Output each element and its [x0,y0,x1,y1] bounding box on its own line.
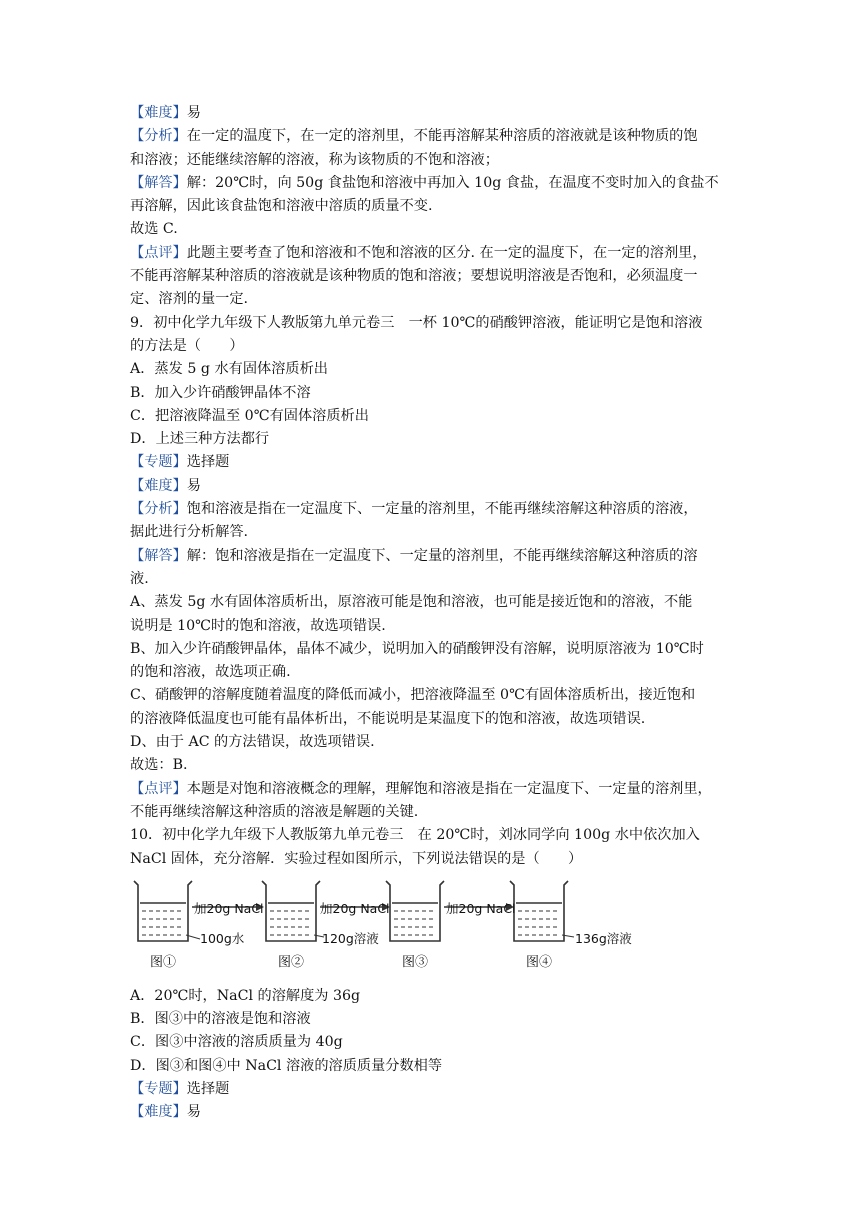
line-text: C．把溶液降温至 0℃有固体溶质析出 [130,407,369,424]
text-line [130,498,730,521]
line-text: 10．初中化学九年级下人教版第九单元卷三 在 20℃时，刘冰同学向 100g 水中依次加入 [130,827,700,844]
beaker-3-icon [386,881,444,941]
text-line [130,405,730,428]
line-text: D．上述三种方法都行 [130,431,270,448]
line-text: D、由于 AC 的方法错误，故选项错误. [130,734,375,751]
text-line [130,591,730,614]
line-text: 再溶解，因此该食盐饱和溶液中溶质的质量不变. [130,198,433,215]
figure-4-label: 图④ [526,954,553,970]
line-text: 此题主要考查了饱和溶液和不饱和溶液的区分. 在一定的温度下，在一定的溶剂里， [186,244,707,261]
line-text: 说明是 10℃时的饱和溶液，故选项错误. [130,617,386,634]
line-text: 易 [186,1104,201,1121]
line-text: 的方法是（ ） [130,337,244,354]
line-text: A．20℃时，NaCl 的溶解度为 36g [130,987,361,1004]
text-line [130,358,730,381]
beaker-1-mass: 100g水 [200,930,245,946]
line-text: B、加入少许硝酸钾晶体，晶体不减少，说明加入的硝酸钾没有溶解，说明原溶液为 10℃时 [130,640,704,657]
beaker-4-icon [510,881,568,941]
line-text: NaCl 固体，充分溶解．实验过程如图所示，下列说法错误的是（ ） [130,850,583,867]
text-line [130,451,730,474]
text-line [130,102,730,125]
section-tag: 【专题】 [130,1080,187,1097]
text-line [130,475,730,498]
arrow-3-label: 加20g NaCl [446,900,516,916]
line-text: 的溶液降低温度也可能有晶体析出，不能说明是某温度下的饱和溶液，故选项错误. [130,710,646,727]
text-line [130,335,730,358]
text-line [130,1101,730,1124]
figure-1-label: 图① [150,954,177,970]
section-tag: 【难度】 [130,105,187,121]
line-text: 解：饱和溶液是指在一定温度下、一定量的溶剂里，不能再继续溶解这种溶质的溶 [186,547,698,564]
line-text: 故选：B. [130,757,188,774]
section-tag: 【难度】 [130,477,187,494]
line-text: 易 [186,105,201,121]
text-line [130,615,730,638]
document-page [130,102,730,1125]
section-tag: 【点评】 [130,244,187,261]
line-text: 易 [186,477,201,494]
text-line [130,1031,730,1054]
arrow-1-label: 加20g NaCl [194,900,264,916]
line-text: B．加入少许硝酸钾晶体不溶 [130,384,311,401]
line-text: 和溶液；还能继续溶解的溶液，称为该物质的不饱和溶液； [130,151,499,168]
text-line [130,288,730,311]
text-line [130,428,730,451]
line-text: 9．初中化学九年级下人教版第九单元卷三 一杯 10℃的硝酸钾溶液，能证明它是饱和溶液 [130,314,703,331]
line-text: A、蒸发 5g 水有固体溶质析出，原溶液可能是饱和溶液，也可能是接近饱和的溶液，不能 [130,594,693,611]
beaker-4-mass: 136g溶液 [575,930,632,946]
line-text: 选择题 [186,454,230,471]
text-line [130,708,730,731]
text-line [130,149,730,172]
text-block-main [130,102,730,871]
text-line [130,545,730,568]
text-block-options [130,985,730,1125]
section-tag: 【分析】 [130,501,187,518]
text-line [130,568,730,591]
figure-3-label: 图③ [402,954,429,970]
line-text: B．图③中的溶液是饱和溶液 [130,1011,311,1028]
line-text: 不能再继续溶解这种溶质的溶液是解题的关键. [130,803,419,820]
text-line [130,125,730,148]
line-text: 饱和溶液是指在一定温度下、一定量的溶剂里，不能再继续溶解这种溶质的溶液， [186,501,698,518]
line-text: A．蒸发 5 g 水有固体溶质析出 [130,361,328,378]
text-line [130,848,730,871]
line-text: 故选 C. [130,221,178,238]
line-text: 选择题 [186,1080,230,1097]
text-line [130,731,730,754]
section-tag: 【分析】 [130,128,187,145]
text-line [130,661,730,684]
beaker-1-icon [134,881,192,941]
beaker-2-mass: 120g溶液 [322,930,379,946]
section-tag: 【解答】 [130,547,187,564]
beaker-2-icon [262,881,320,941]
text-line [130,521,730,544]
text-line [130,985,730,1008]
experiment-diagram [130,877,730,981]
line-text: 不能再溶解某种溶质的溶液就是该种物质的饱和溶液；要想说明溶液是否饱和，必须温度一 [130,268,698,285]
line-text: 本题是对饱和溶液概念的理解，理解饱和溶液是指在一定温度下、一定量的溶剂里， [186,780,712,797]
arrow-2-label: 加20g NaCl [320,900,390,916]
text-line [130,218,730,241]
text-line [130,638,730,661]
section-tag: 【点评】 [130,780,187,797]
text-line [130,1008,730,1031]
line-text: D．图③和图④中 NaCl 溶液的溶质质量分数相等 [130,1057,443,1074]
section-tag: 【专题】 [130,454,187,471]
line-text: 液. [130,570,149,587]
text-line [130,242,730,265]
line-text: 的饱和溶液，故选项正确. [130,664,291,681]
figure-2-label: 图② [278,954,305,970]
text-line [130,382,730,405]
line-text: 据此进行分析解答. [130,524,249,541]
text-line [130,195,730,218]
line-text: 解：20℃时，向 50g 食盐饱和溶液中再加入 10g 食盐，在温度不变时加入的食盐不 [186,174,719,191]
text-line [130,172,730,195]
text-line [130,684,730,707]
line-text: C．图③中溶液的溶质质量为 40g [130,1034,343,1051]
line-text: 在一定的温度下，在一定的溶剂里，不能再溶解某种溶质的溶液就是该种物质的饱 [186,128,698,145]
text-line [130,801,730,824]
text-line [130,754,730,777]
text-line [130,778,730,801]
line-text: C、硝酸钾的溶解度随着温度的降低而减小，把溶液降温至 0℃有固体溶质析出，接近饱和 [130,687,696,704]
text-line [130,312,730,335]
text-line [130,1055,730,1078]
text-line [130,824,730,847]
section-tag: 【解答】 [130,174,187,191]
text-line [130,265,730,288]
section-tag: 【难度】 [130,1104,187,1121]
line-text: 定、溶剂的量一定. [130,291,249,308]
text-line [130,1078,730,1101]
